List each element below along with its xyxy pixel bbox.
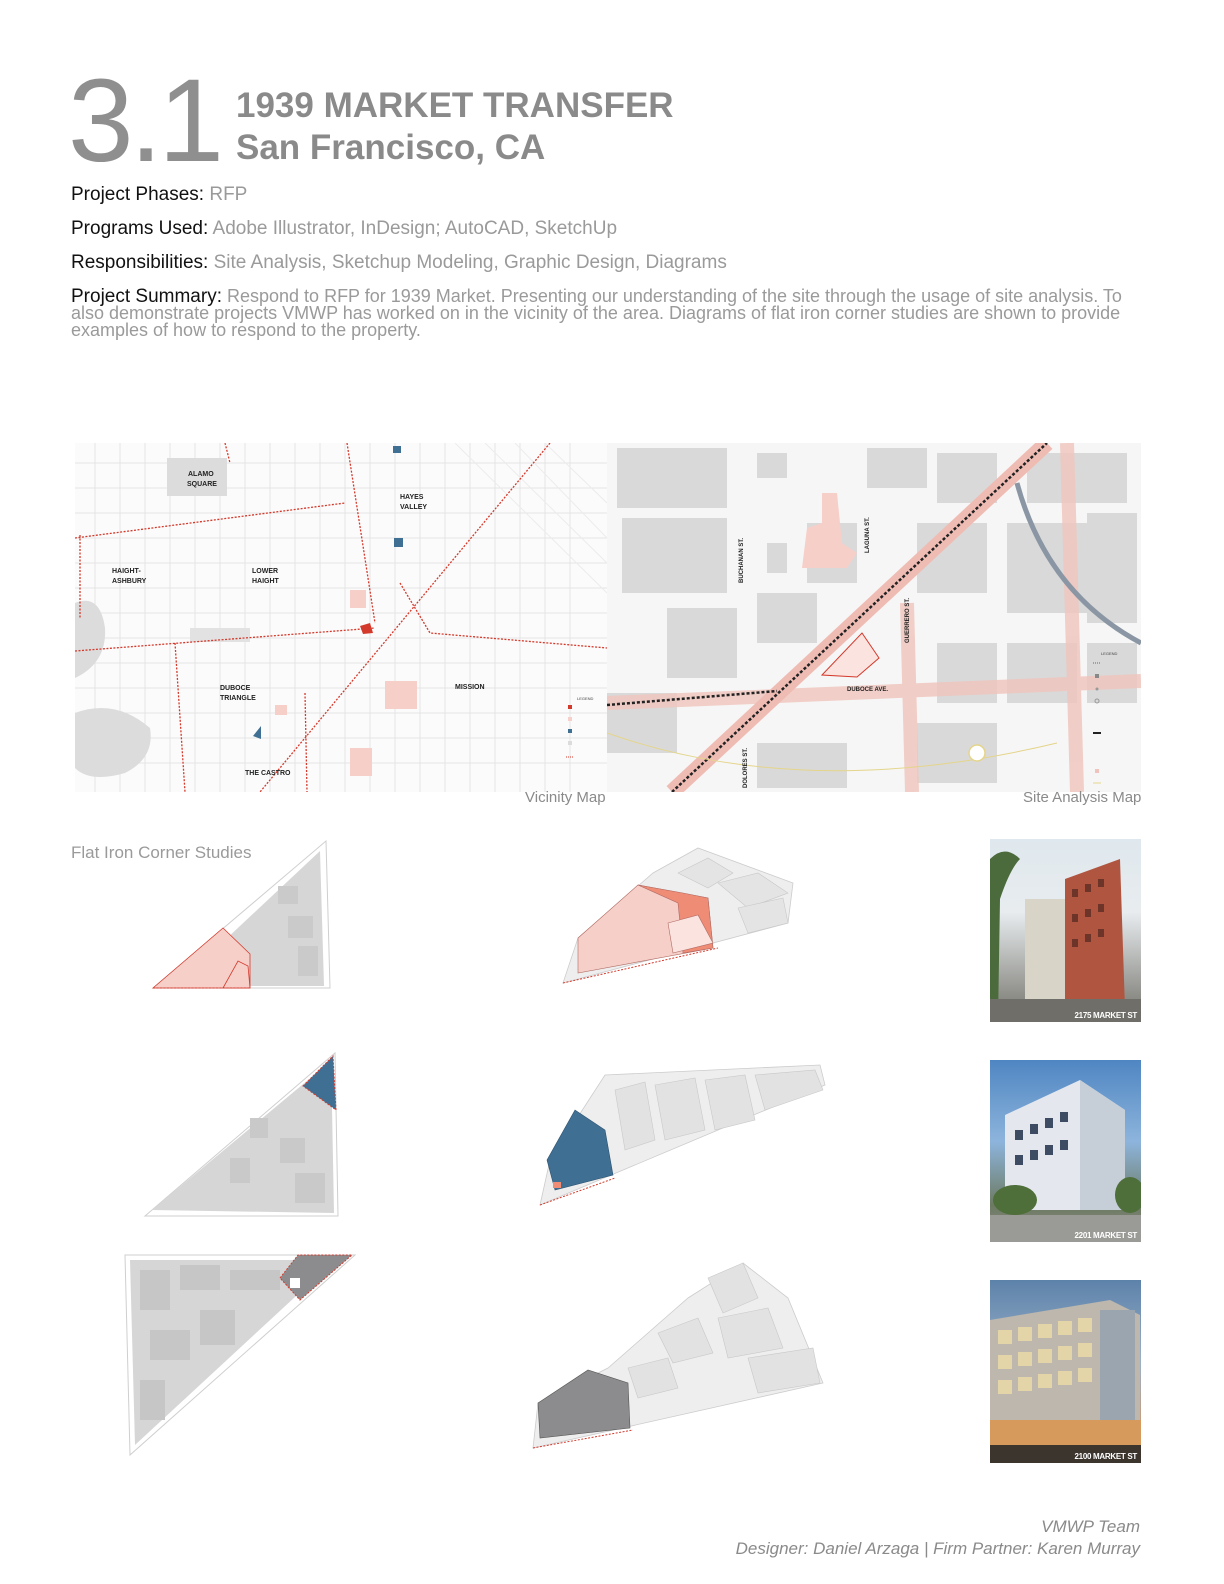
study-3-axon	[528, 1258, 826, 1453]
svg-text:LEGEND: LEGEND	[577, 696, 594, 701]
label-laguna: LAGUNA ST.	[865, 517, 871, 553]
label-lower-haight: HAIGHT	[252, 578, 279, 585]
responsibilities-label: Responsibilities:	[71, 252, 209, 273]
study-1-plan	[148, 836, 333, 996]
project-phases-label: Project Phases:	[71, 184, 205, 205]
label-castro: THE CASTRO	[245, 770, 291, 777]
label-buchanan: BUCHANAN ST.	[739, 538, 745, 583]
photo-2175-label: 2175 MARKET ST	[1074, 1011, 1137, 1020]
label-hayes: HAYES	[400, 494, 424, 501]
study-3-plan	[120, 1250, 360, 1460]
label-duboce-ave: DUBOCE AVE.	[847, 687, 889, 693]
label-valley: VALLEY	[400, 504, 428, 511]
vicinity-map-graphic	[75, 443, 607, 792]
label-duboce: DUBOCE	[220, 685, 251, 692]
svg-text:LEGEND: LEGEND	[1101, 651, 1118, 656]
site-analysis-map	[607, 443, 1141, 792]
project-summary-label: Project Summary:	[71, 286, 222, 307]
responsibilities	[71, 252, 727, 274]
programs-used	[71, 218, 617, 240]
photo-2201-market	[990, 1060, 1141, 1242]
label-guerrero: GUERRERO ST.	[905, 597, 911, 643]
study-2-plan	[140, 1048, 342, 1220]
label-triangle: TRIANGLE	[220, 695, 256, 702]
photo-2100-market	[990, 1280, 1141, 1463]
photo-2100-label: 2100 MARKET ST	[1074, 1452, 1137, 1461]
photo-2100-market-graphic	[990, 1280, 1141, 1463]
label-haight: HAIGHT-	[112, 568, 141, 575]
programs-used-label: Programs Used:	[71, 218, 209, 239]
photo-2201-market-graphic	[990, 1060, 1141, 1242]
photo-2175-market	[990, 839, 1141, 1022]
label-mission: MISSION	[455, 684, 485, 691]
vicinity-map	[75, 443, 607, 792]
section-number: 3.1	[68, 55, 221, 187]
studies-title: Flat Iron Corner Studies	[71, 843, 252, 862]
programs-used-value: Adobe Illustrator, InDesign; AutoCAD, SketchUp	[212, 218, 618, 239]
credits-people: Designer: Daniel Arzaga | Firm Partner: Karen Murray	[735, 1539, 1140, 1558]
project-summary	[71, 288, 1151, 339]
label-dolores: DOLORES ST.	[743, 747, 749, 788]
credits-team: VMWP Team	[1041, 1517, 1140, 1536]
responsibilities-value: Site Analysis, Sketchup Modeling, Graphic Design, Diagrams	[213, 252, 727, 273]
photo-2201-label: 2201 MARKET ST	[1074, 1231, 1137, 1240]
project-title: 1939 MARKET TRANSFER	[236, 86, 674, 125]
project-location: San Francisco, CA	[236, 128, 546, 167]
label-lower: LOWER	[252, 568, 279, 575]
project-phases-value: RFP	[209, 184, 248, 205]
photo-2175-market-graphic	[990, 839, 1141, 1022]
label-ashbury: ASHBURY	[112, 578, 147, 585]
project-summary-value: Respond to RFP for 1939 Market. Presenting our understanding of the site through the usage of site analysis. To also demonstrate projects VMWP has worked on in the vicinity of the area. Diagrams of flat iron corner studies are shown to provide examples of how to respond to the property.	[71, 286, 1122, 340]
site-analysis-map-graphic	[607, 443, 1141, 792]
vicinity-map-caption: Vicinity Map	[525, 789, 606, 806]
label-alamo: ALAMO	[188, 471, 214, 478]
study-1-axon	[558, 843, 798, 988]
site-analysis-map-caption: Site Analysis Map	[1023, 789, 1142, 806]
label-square: SQUARE	[187, 481, 217, 488]
study-2-axon	[535, 1060, 830, 1210]
project-phases	[71, 184, 247, 206]
